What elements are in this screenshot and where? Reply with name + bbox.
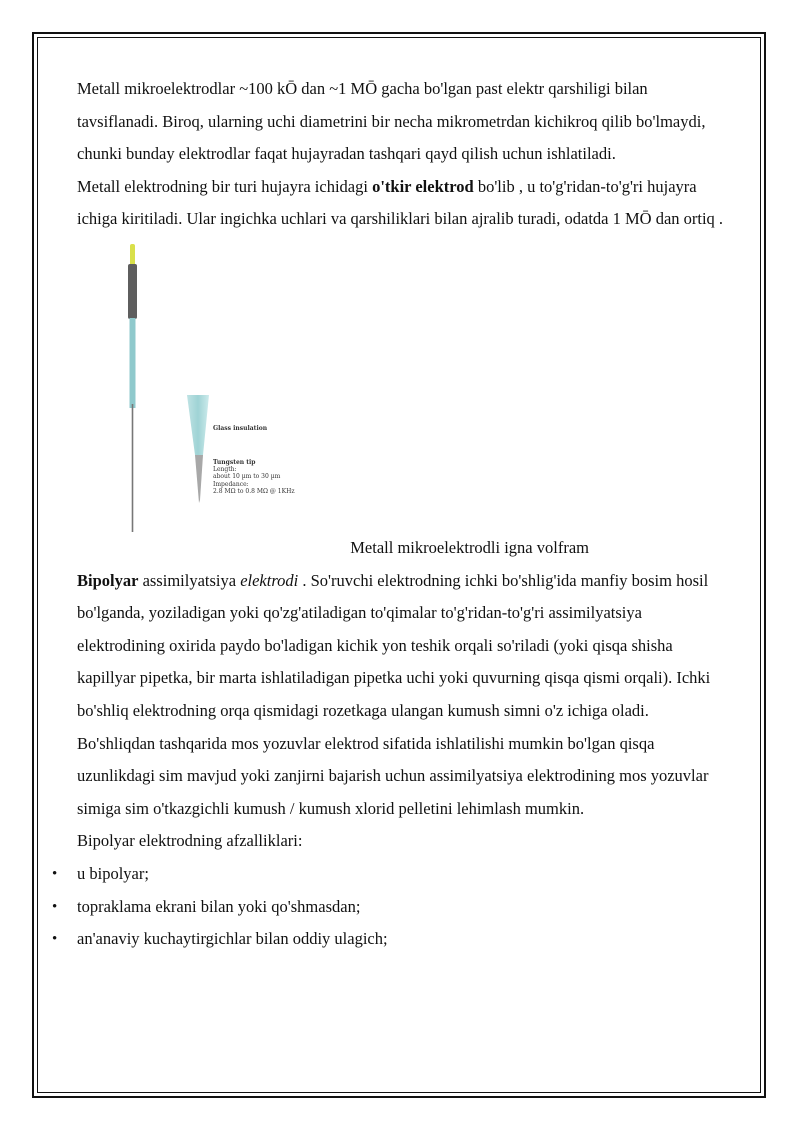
list-item [52,858,727,891]
text-span: assimilyatsiya [138,570,241,590]
list-item-text: u bipolyar; [77,863,149,883]
text-span: Metall elektrodning bir turi hujayra ichidagi [77,176,373,196]
document-content [52,73,727,956]
italic-term-electrode: elektrodi [240,570,299,590]
needle-shaft [130,318,136,408]
inset-impedance-value: 2.8 MΩ to 0.8 MΩ @ 1KHz [213,487,295,495]
electrode-tip-inset [187,395,317,515]
bullet-icon: • [52,865,58,882]
list-item-text: topraklama ekrani bilan yoki qo'shmasdan; [77,896,361,916]
inset-tip-title: Tungsten tip [213,458,256,466]
bold-term-bipolar: Bipolyar [77,570,139,590]
bullet-icon: • [52,898,58,915]
list-item [52,923,727,956]
inset-length-value: about 10 µm to 30 µm [213,472,281,480]
list-item-text: an'anaviy kuchaytirgichlar bilan oddiy ulagich; [77,929,388,949]
inset-length-label: Length: [213,465,237,473]
advantages-list [52,858,727,956]
figure-caption: Metall mikroelektrodli igna volfram [350,537,589,557]
inset-impedance-label: Impedance: [213,480,249,488]
needle-handle [128,264,137,319]
paragraph-metal-microelectrodes: Metall mikroelektrodlar ~100 kŌ dan ~1 MŌ gacha bo'lgan past elektr qarshiligi bilan tavsiflanadi. Biroq, ularning uchi diametrini bir necha mikrometrdan kichikroq qilib bo'lmaydi, chunki bunday elektrodlar faqat hujayradan tashqari qayd qilish uchun ishlatiladi. [77,79,706,164]
text-span: . So'ruvchi elektrodning ichki bo'shlig'ida manfiy bosim hosil bo'lganda, yoziladigan yoki qo'zg'atiladigan to'qimalar to'g'ridan-to'g'ri assimilyatsiya elektrodining oxirida paydo bo'ladigan kichik yon teshik orqali so'riladi (yoki qisqa shisha kapillyar pipetka, bir marta ishlatiladigan pipetka uchi yoki quvurning qisqa qismi orqali). Ichki bo'shliq elektrodning orqa qismidagi rozetkaga ulangan kumush simni o'z ichiga oladi. Bo'shliqdan tashqarida mos yozuvlar elektrod sifatida ishlatilishi mumkin bo'lgan qisqa uzunlikdagi sim mavjud yoki zanjirni bajarish uchun assimilyatsiya elektrodining mos yozuvlar simiga sim o'tkazgichli kumush / kumush xlorid pelletini lehimlash mumkin. [77,570,711,818]
bold-term-sharp-electrode: o'tkir elektrod [372,176,474,196]
text-span: bo'lib , u to'g'ridan-to'g'ri hujayra ichiga kiritiladi. Ular ingichka uchlari va qarshiliklari bilan ajralib turadi, odatda 1 MŌ dan ortiq . [77,176,724,229]
inset-glass-label: Glass insulation [213,424,268,432]
bullet-icon: • [52,931,58,948]
tungsten-needle-illustration [117,244,157,534]
electrode-figure [77,244,727,532]
paragraph-bipolar-electrode [77,565,727,826]
paragraph-advantages-intro: Bipolyar elektrodning afzalliklari: [77,831,303,851]
list-item [52,891,727,924]
paragraph-sharp-electrode [77,171,727,236]
